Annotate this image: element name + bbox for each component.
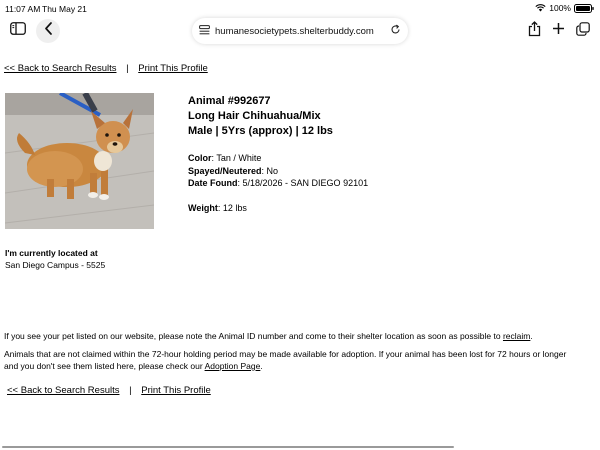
animal-info [188,152,368,190]
print-profile-link-bottom[interactable]: Print This Profile [141,385,211,396]
animal-details [188,94,368,213]
notice-adoption-text: Animals that are not claimed within the 72-hour holding period may be made available for adoption. If your animal has been lost for 72 hours or longer and you don't see them listed here, please check our [4,349,567,371]
color-label: Color [188,153,212,163]
tabs-icon [576,22,590,41]
notice-adoption: Animals that are not claimed within the 72-hour holding period may be made available for adoption. If your animal has been lost for 72 hours or longer and you don't see them listed here, please check our Adoption Page. [4,349,567,371]
browser-back-button[interactable] [36,19,60,43]
weight-label: Weight [188,202,218,213]
browser-toolbar [0,16,600,46]
weight-row: Weight: 12 lbs [188,202,247,213]
address-bar[interactable] [192,18,408,44]
battery-percent: 100% [549,3,571,13]
location-title: I'm currently located at [5,248,98,258]
back-to-search-link-bottom[interactable]: << Back to Search Results [7,385,120,396]
page-content [0,50,600,450]
page-settings-icon[interactable] [199,25,210,38]
pet-photo [5,93,154,229]
adoption-page-link[interactable]: Adoption Page [204,361,261,371]
spayed-row: Spayed/Neutered: No [188,165,279,176]
tab-overview-button[interactable] [571,19,595,43]
new-tab-button[interactable] [546,19,570,43]
reload-icon[interactable] [390,24,401,38]
spayed-label: Spayed/Neutered [188,165,262,176]
location-value: San Diego Campus - 5525 [5,260,106,270]
found-row: Date Found: 5/18/2026 - SAN DIEGO 92101 [188,178,369,188]
notice-reclaim-text: If you see your pet listed on our website, please note the Animal ID number and come to their shelter location as soon as possible to [4,331,501,341]
status-bar [0,0,600,16]
weight-value: 12 lbs [222,202,247,213]
status-date: Thu May 21 [42,4,87,14]
plus-icon [552,22,565,40]
found-label: Date Found [188,178,238,188]
share-icon [528,21,541,42]
animal-breed-heading: Long Hair Chihuahua/Mix [188,110,321,122]
sidebar-toggle-button[interactable] [6,19,30,43]
color-value: Tan / White [216,153,262,163]
url-text[interactable]: humanesocietypets.shelterbuddy.com [215,25,374,37]
wifi-icon [535,4,546,12]
bottom-nav-links [7,385,211,396]
color-row: Color: Tan / White [188,153,262,163]
found-value: 5/18/2026 - SAN DIEGO 92101 [242,178,369,188]
top-nav-links [4,63,208,74]
chevron-left-icon [44,22,53,40]
status-indicators [535,3,594,13]
battery-icon [574,4,594,13]
notice-reclaim: If you see your pet listed on our website, please note the Animal ID number and come to their shelter location as soon as possible to reclaim. [4,331,533,341]
link-separator: | [126,63,129,74]
sidebar-icon [10,22,26,40]
animal-id-heading: Animal #992677 [188,95,271,107]
reclaim-link[interactable]: reclaim [502,331,531,341]
link-separator-bottom: | [129,385,132,396]
share-button[interactable] [522,19,546,43]
animal-summary-heading: Male | 5Yrs (approx) | 12 lbs [188,125,333,137]
back-to-search-link[interactable]: << Back to Search Results [4,63,117,74]
location-block [5,247,105,271]
print-profile-link[interactable]: Print This Profile [138,63,208,74]
spayed-value: No [266,165,279,176]
horizontal-scrollbar[interactable] [2,446,454,448]
status-time: 11:07 AM [5,4,41,14]
